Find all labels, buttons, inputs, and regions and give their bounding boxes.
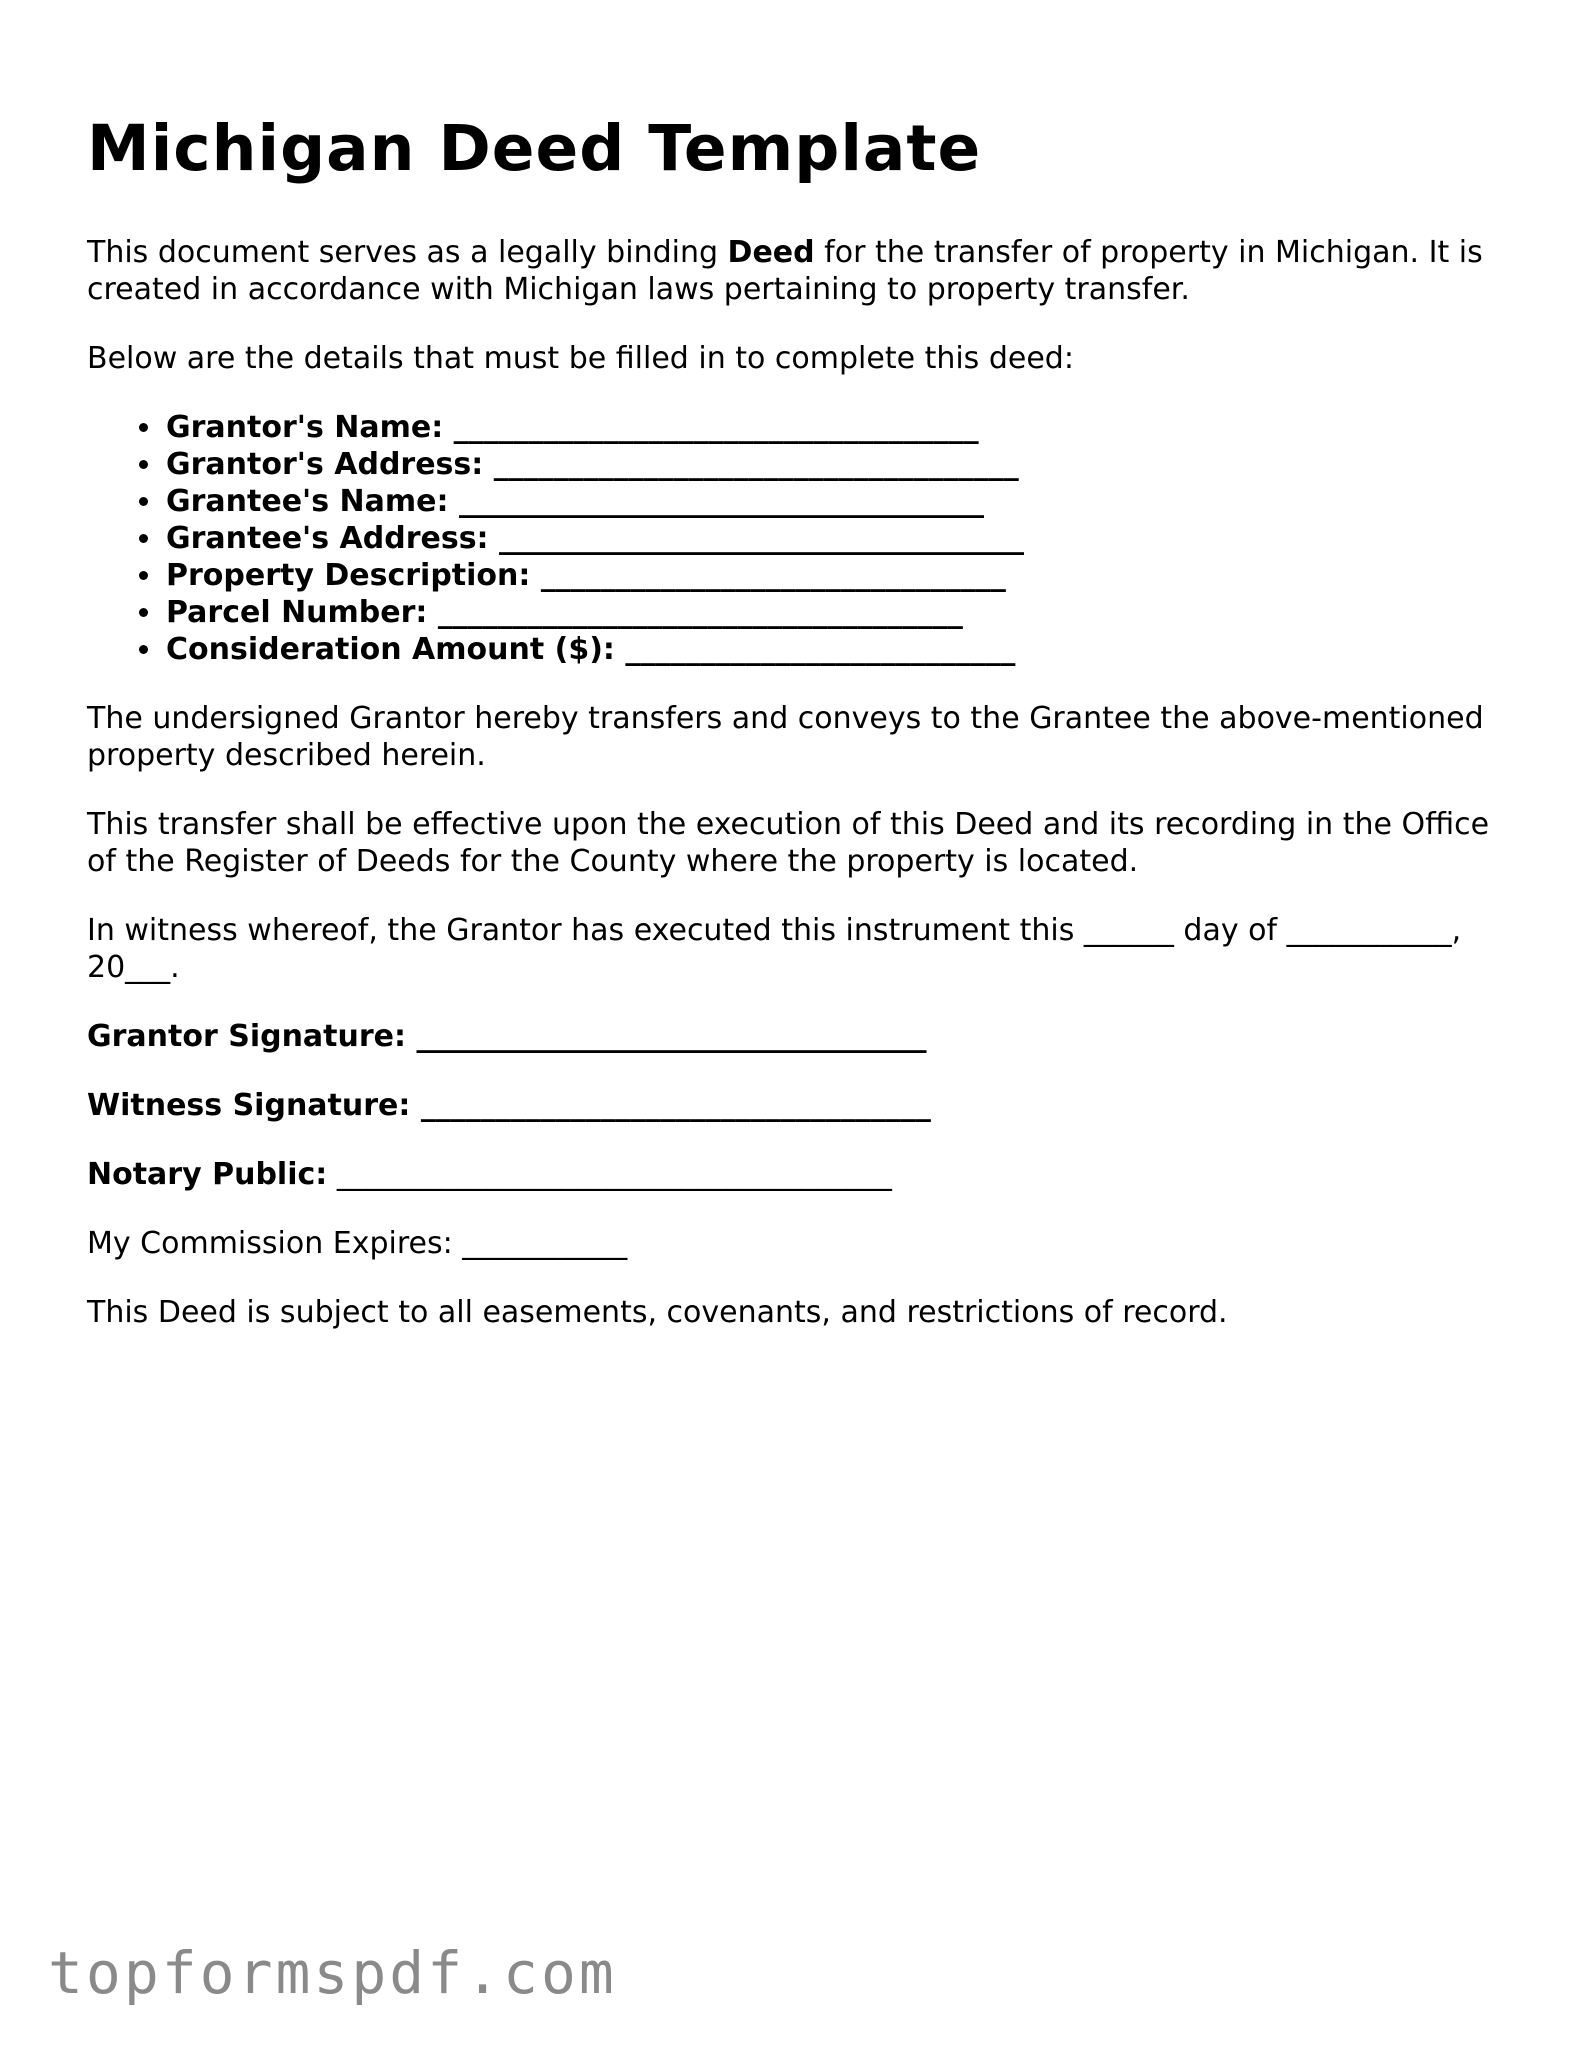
field-blank[interactable]: _______________________________	[540, 558, 1006, 593]
list-item	[164, 594, 1507, 631]
field-label: Grantee's Address:	[166, 521, 489, 556]
field-label: Grantor's Name:	[166, 410, 444, 445]
details-intro: Below are the details that must be filled in to complete this deed:	[87, 341, 1074, 376]
grantor-signature-line	[87, 1018, 1507, 1055]
intro-text-after: for the transfer of property in Michigan. It is created in accordance with Michigan laws pertaining to property transfer.	[87, 235, 1483, 307]
grantor-signature-blank[interactable]: __________________________________	[416, 1019, 927, 1054]
field-blank[interactable]: ___________________________________	[493, 447, 1019, 482]
field-label: Parcel Number:	[166, 595, 428, 630]
list-item	[164, 446, 1507, 483]
closing-paragraph: This Deed is subject to all easements, covenants, and restrictions of record.	[87, 1295, 1228, 1330]
commission-label: My Commission Expires:	[87, 1226, 453, 1261]
intro-text-bold: Deed	[727, 235, 815, 270]
list-item	[164, 557, 1507, 594]
deed-document	[87, 108, 1507, 1363]
commission-blank[interactable]: ___________	[462, 1226, 628, 1261]
field-blank[interactable]: ___________________________________	[453, 410, 979, 445]
notary-public-line	[87, 1156, 1507, 1193]
witness-signature-line	[87, 1087, 1507, 1124]
list-item	[164, 483, 1507, 520]
page-title: Michigan Deed Template	[87, 112, 982, 185]
watermark: topformspdf.com	[48, 1939, 617, 2007]
field-label: Grantee's Name:	[166, 484, 449, 519]
witness-signature-label: Witness Signature:	[87, 1088, 411, 1123]
list-item	[164, 520, 1507, 557]
list-item	[164, 409, 1507, 446]
commission-line	[87, 1225, 1507, 1262]
field-blank[interactable]: ___________________________________	[437, 595, 963, 630]
intro-paragraph	[87, 234, 1507, 308]
effective-paragraph: This transfer shall be effective upon the execution of this Deed and its recording in the Office of the Register of Deeds for the County where the property is located.	[87, 807, 1490, 879]
field-blank[interactable]: __________________________	[625, 632, 1016, 667]
intro-text-before: This document serves as a legally binding	[87, 235, 728, 270]
field-label: Consideration Amount ($):	[166, 632, 615, 667]
notary-public-label: Notary Public:	[87, 1157, 328, 1192]
witness-paragraph: In witness whereof, the Grantor has executed this instrument this ______ day of ___________, 20___.	[87, 913, 1462, 985]
field-blank[interactable]: ___________________________________	[499, 521, 1025, 556]
notary-public-blank[interactable]: _____________________________________	[336, 1157, 892, 1192]
grantor-signature-label: Grantor Signature:	[87, 1019, 407, 1054]
fields-list	[87, 409, 1507, 668]
field-label: Grantor's Address:	[166, 447, 484, 482]
witness-signature-blank[interactable]: __________________________________	[420, 1088, 931, 1123]
field-label: Property Description:	[166, 558, 531, 593]
list-item	[164, 631, 1507, 668]
transfer-paragraph: The undersigned Grantor hereby transfers and conveys to the Grantee the above-mentioned property described herein.	[87, 701, 1484, 773]
field-blank[interactable]: ___________________________________	[458, 484, 984, 519]
